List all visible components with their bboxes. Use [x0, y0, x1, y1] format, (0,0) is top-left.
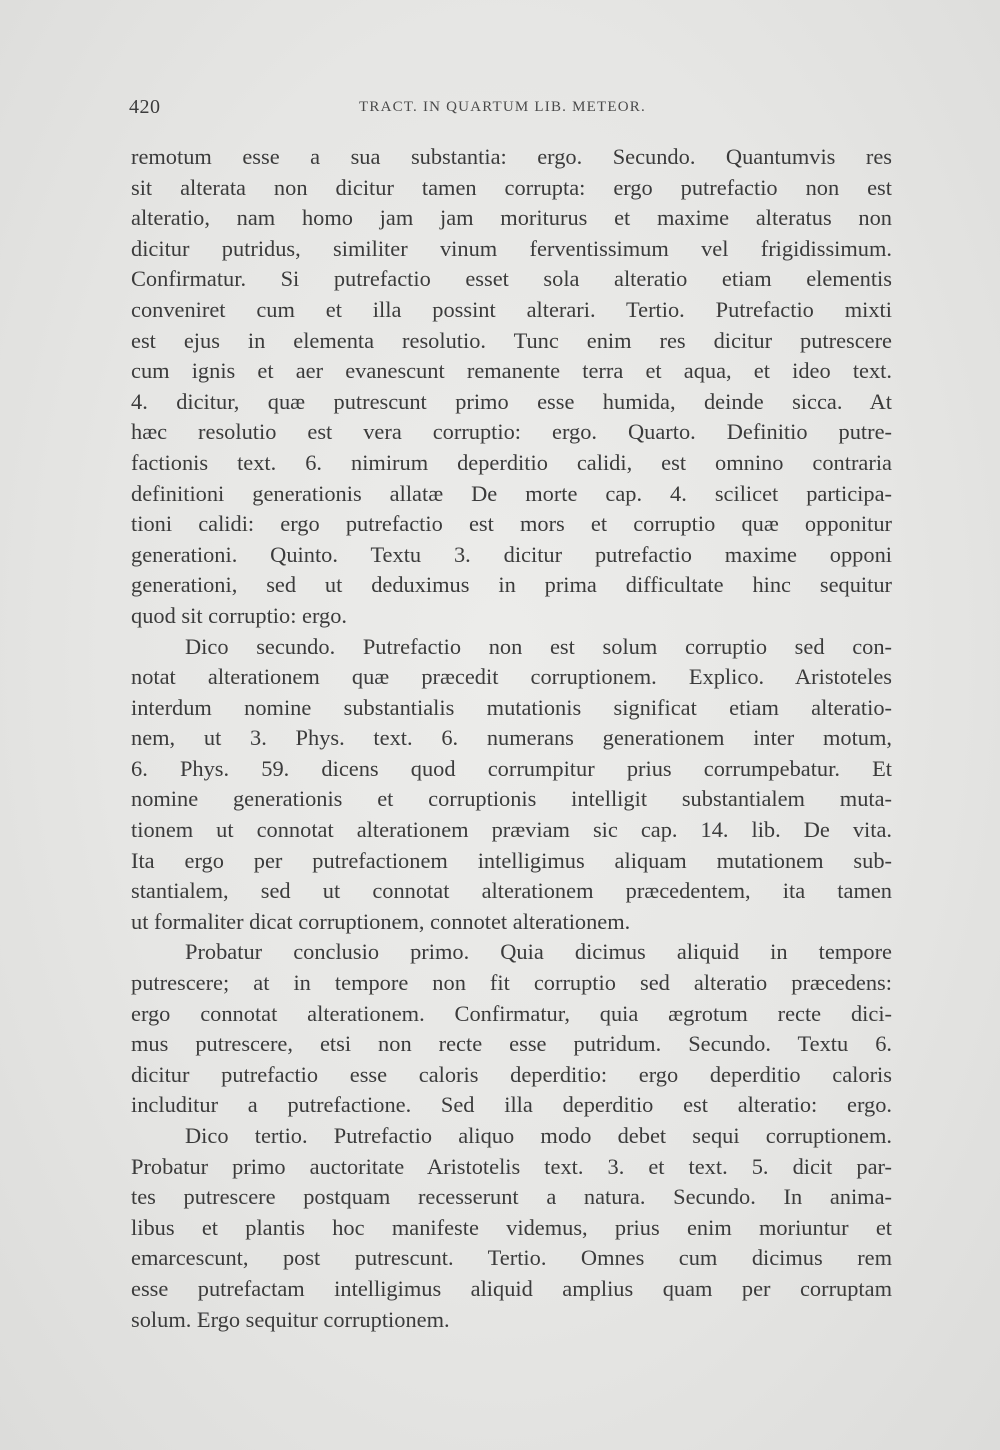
text-line: factionis text. 6. nimirum deperditio calidi, est omnino contraria [131, 449, 892, 475]
text-line: notat alterationem quæ præcedit corruptionem. Explico. Aristoteles [131, 664, 892, 690]
text-line: Probatur conclusio primo. Quia dicimus aliquid in tempore [185, 939, 892, 965]
text-line: interdum nomine substantialis mutationis significat etiam alteratio- [131, 694, 892, 720]
text-line: Probatur primo auctoritate Aristotelis text. 3. et text. 5. dicit par- [131, 1153, 892, 1179]
text-line: ergo connotat alterationem. Confirmatur, quia ægrotum recte dici- [131, 1000, 892, 1026]
text-line: putrescere; at in tempore non fit corruptio sed alteratio præcedens: [131, 970, 892, 996]
text-line: generationi. Quinto. Textu 3. dicitur putrefactio maxime opponi [131, 541, 892, 567]
paragraph [131, 632, 892, 938]
text-line: dicitur putrefactio esse caloris deperditio: ergo deperditio caloris [131, 1061, 892, 1087]
text-line: Dico tertio. Putrefactio aliquo modo debet sequi corruptionem. [185, 1123, 892, 1148]
text-line: definitioni generationis allatæ De morte cap. 4. scilicet participa- [131, 480, 892, 506]
text-line: dicitur putridus, similiter vinum ferventissimum vel frigidissimum. [131, 235, 892, 261]
text-line: tionem ut connotat alterationem præviam sic cap. 14. lib. De vita. [131, 817, 892, 843]
text-line: tes putrescere postquam recesserunt a natura. Secundo. In anima- [131, 1184, 892, 1210]
text-line: generationi, sed ut deduximus in prima difficultate hinc sequitur [131, 572, 892, 598]
text-line: cum ignis et aer evanescunt remanente terra et aqua, et ideo text. [131, 358, 892, 384]
text-line: stantialem, sed ut connotat alterationem præcedentem, ita tamen [131, 878, 892, 904]
text-line: Ita ergo per putrefactionem intelligimus aliquam mutationem sub- [131, 847, 892, 873]
text-line: mus putrescere, etsi non recte esse putridum. Secundo. Textu 6. [131, 1031, 892, 1057]
text-line: hæc resolutio est vera corruptio: ergo. Quarto. Definitio putre- [131, 419, 892, 445]
paragraph [131, 142, 892, 632]
text-line: ut formaliter dicat corruptionem, connotet alterationem. [131, 908, 631, 934]
text-line: includitur a putrefactione. Sed illa deperditio est alteratio: ergo. [131, 1092, 892, 1118]
paragraph [131, 937, 892, 1121]
text-line: tioni calidi: ergo putrefactio est mors et corruptio quæ opponitur [131, 511, 892, 537]
text-line: remotum esse a sua substantia: ergo. Secundo. Quantumvis res [131, 144, 892, 169]
text-line: emarcescunt, post putrescunt. Tertio. Omnes cum dicimus rem [131, 1245, 892, 1271]
text-line: 4. dicitur, quæ putrescunt primo esse humida, deinde sicca. At [131, 388, 892, 414]
text-line: 6. Phys. 59. dicens quod corrumpitur prius corrumpebatur. Et [131, 755, 892, 781]
text-line: quod sit corruptio: ergo. [131, 602, 348, 628]
body-text [131, 142, 892, 1335]
text-line: solum. Ergo sequitur corruptionem. [131, 1306, 450, 1332]
page-number: 420 [129, 96, 161, 118]
paragraph [131, 1121, 892, 1335]
text-line: conveniret cum et illa possint alterari. Tertio. Putrefactio mixti [131, 296, 892, 322]
text-line: est ejus in elementa resolutio. Tunc enim res dicitur putrescere [131, 327, 892, 353]
text-line: libus et plantis hoc manifeste videmus, prius enim moriuntur et [131, 1214, 892, 1240]
text-line: alteratio, nam homo jam jam moriturus et maxime alteratus non [131, 205, 892, 231]
text-line: Dico secundo. Putrefactio non est solum corruptio sed con- [185, 633, 892, 659]
text-line: Confirmatur. Si putrefactio esset sola alteratio etiam elementis [131, 266, 892, 292]
running-head [129, 96, 892, 124]
text-line: sit alterata non dicitur tamen corrupta: ergo putrefactio non est [131, 174, 892, 200]
text-line: nem, ut 3. Phys. text. 6. numerans generationem inter motum, [131, 725, 892, 751]
running-title: TRACT. IN QUARTUM LIB. METEOR. [359, 99, 646, 115]
text-line: nomine generationis et corruptionis intelligit substantialem muta- [131, 786, 892, 812]
text-line: esse putrefactam intelligimus aliquid amplius quam per corruptam [131, 1275, 892, 1301]
